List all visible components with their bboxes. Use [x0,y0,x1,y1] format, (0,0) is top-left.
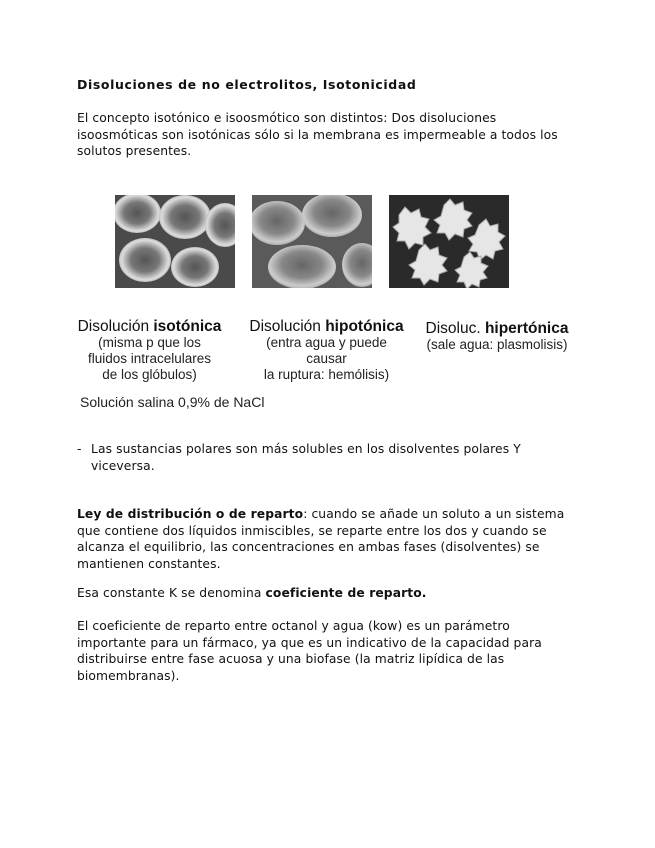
intro-paragraph: El concepto isotónico e isoosmótico son distintos: Dos disoluciones isoosmóticas son isotónicas sólo si la membrana es impermeable a todos los solutos presentes. [77,111,558,158]
distribution-law-paragraph: Ley de distribución o de reparto: cuando se añade un soluto a un sistema que contiene dos líquidos inmiscibles, se reparte entre los dos y cuando se alcanza el equilibrio, las concentraciones en ambas fases (disolventes) se mantienen constantes. [77,507,565,571]
hypertonic-cells-photo [389,195,509,288]
caption-hypertonic: Disoluc. hipertónica (sale agua: plasmolisis) [425,320,569,352]
isotonic-cells-photo [115,195,235,288]
page-title: Disoluciones de no electrolitos, Isotonicidad [77,77,417,92]
caption-isotonic: Disolución isotónica (misma p que los fluidos intracelulares de los glóbulos) [77,318,222,382]
caption-hypotonic: Disolución hipotónica (entra agua y puede causar la ruptura: hemólisis) [249,318,404,382]
bullet-dash: - [77,442,82,456]
coefficient-paragraph: El coeficiente de reparto entre octanol y agua (kow) es un parámetro importante para un fármaco, ya que es un indicativo de la capacidad para distribuirse entre fase acuosa y una biofase (la matriz lipídica de las biomembranas). [77,619,542,683]
red-blood-cells-figure [72,183,592,413]
saline-note: Solución salina 0,9% de NaCl [80,394,265,410]
constant-paragraph: Esa constante K se denomina coeficiente de reparto. [77,586,427,600]
hypotonic-cells-photo [252,195,372,288]
bullet-text: Las sustancias polares son más solubles en los disolventes polares Y viceversa. [91,442,521,473]
